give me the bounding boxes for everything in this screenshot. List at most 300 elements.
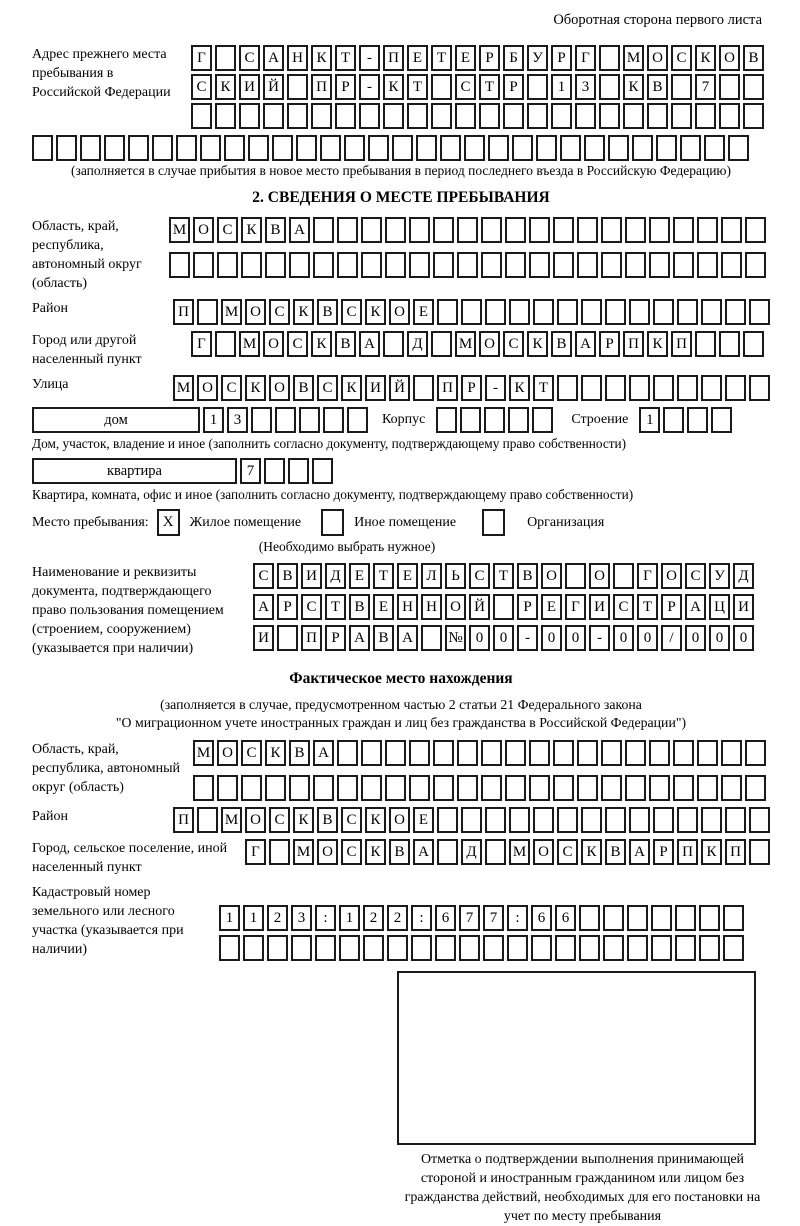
char-cell[interactable] xyxy=(557,807,578,833)
char-cell[interactable] xyxy=(503,103,524,129)
char-cell[interactable] xyxy=(239,103,260,129)
char-cell[interactable] xyxy=(431,103,452,129)
char-cell[interactable] xyxy=(623,103,644,129)
char-cell[interactable] xyxy=(527,103,548,129)
char-cell[interactable] xyxy=(243,935,264,961)
char-cell[interactable] xyxy=(433,740,454,766)
char-cell[interactable]: М xyxy=(509,839,530,865)
char-cell[interactable] xyxy=(457,252,478,278)
char-cell[interactable] xyxy=(699,905,720,931)
char-cell[interactable] xyxy=(671,74,692,100)
char-cell[interactable]: Й xyxy=(389,375,410,401)
char-cell[interactable] xyxy=(272,135,293,161)
char-cell[interactable] xyxy=(627,905,648,931)
checkbox-other-premises[interactable] xyxy=(321,509,344,536)
char-cell[interactable]: С xyxy=(341,807,362,833)
char-cell[interactable]: Е xyxy=(541,594,562,620)
char-cell[interactable]: П xyxy=(173,299,194,325)
char-cell[interactable] xyxy=(361,252,382,278)
char-cell[interactable]: С xyxy=(269,299,290,325)
char-cell[interactable]: К xyxy=(311,331,332,357)
char-cell[interactable]: К xyxy=(581,839,602,865)
char-cell[interactable] xyxy=(711,407,732,433)
char-cell[interactable]: - xyxy=(359,45,380,71)
char-cell[interactable] xyxy=(385,217,406,243)
char-cell[interactable] xyxy=(485,807,506,833)
char-cell[interactable] xyxy=(431,74,452,100)
char-cell[interactable]: С xyxy=(341,839,362,865)
char-cell[interactable] xyxy=(457,740,478,766)
char-cell[interactable]: 0 xyxy=(685,625,706,651)
char-cell[interactable] xyxy=(651,905,672,931)
char-cell[interactable] xyxy=(575,103,596,129)
char-cell[interactable] xyxy=(629,375,650,401)
char-cell[interactable]: П xyxy=(173,807,194,833)
char-cell[interactable]: 3 xyxy=(575,74,596,100)
char-cell[interactable]: Т xyxy=(533,375,554,401)
char-cell[interactable]: Т xyxy=(479,74,500,100)
char-cell[interactable] xyxy=(481,252,502,278)
char-cell[interactable] xyxy=(479,103,500,129)
char-cell[interactable] xyxy=(251,407,272,433)
char-cell[interactable]: Т xyxy=(493,563,514,589)
char-cell[interactable] xyxy=(745,775,766,801)
char-cell[interactable]: Т xyxy=(325,594,346,620)
char-cell[interactable] xyxy=(460,407,481,433)
char-cell[interactable]: 0 xyxy=(709,625,730,651)
char-cell[interactable]: В xyxy=(647,74,668,100)
char-cell[interactable] xyxy=(323,407,344,433)
char-cell[interactable] xyxy=(613,563,634,589)
char-cell[interactable] xyxy=(509,299,530,325)
char-cell[interactable]: / xyxy=(661,625,682,651)
char-cell[interactable] xyxy=(407,103,428,129)
char-cell[interactable]: С xyxy=(455,74,476,100)
char-cell[interactable] xyxy=(625,252,646,278)
char-cell[interactable]: П xyxy=(623,331,644,357)
char-cell[interactable]: Р xyxy=(479,45,500,71)
char-cell[interactable] xyxy=(533,807,554,833)
char-cell[interactable] xyxy=(527,74,548,100)
char-cell[interactable]: Т xyxy=(407,74,428,100)
char-cell[interactable]: С xyxy=(613,594,634,620)
char-cell[interactable] xyxy=(193,775,214,801)
char-cell[interactable] xyxy=(745,252,766,278)
char-cell[interactable] xyxy=(512,135,533,161)
char-cell[interactable] xyxy=(299,407,320,433)
char-cell[interactable]: В xyxy=(743,45,764,71)
char-cell[interactable]: С xyxy=(301,594,322,620)
char-cell[interactable] xyxy=(344,135,365,161)
char-cell[interactable] xyxy=(532,407,553,433)
char-cell[interactable]: Л xyxy=(421,563,442,589)
char-cell[interactable] xyxy=(409,217,430,243)
char-cell[interactable] xyxy=(363,935,384,961)
char-cell[interactable] xyxy=(584,135,605,161)
char-cell[interactable]: № xyxy=(445,625,466,651)
char-cell[interactable]: : xyxy=(507,905,528,931)
char-cell[interactable] xyxy=(601,217,622,243)
char-cell[interactable] xyxy=(697,775,718,801)
char-cell[interactable] xyxy=(557,375,578,401)
char-cell[interactable] xyxy=(629,807,650,833)
char-cell[interactable] xyxy=(265,775,286,801)
char-cell[interactable]: 7 xyxy=(459,905,480,931)
char-cell[interactable]: 0 xyxy=(733,625,754,651)
char-cell[interactable]: : xyxy=(315,905,336,931)
char-cell[interactable] xyxy=(431,331,452,357)
char-cell[interactable] xyxy=(337,252,358,278)
char-cell[interactable] xyxy=(359,103,380,129)
char-cell[interactable]: П xyxy=(437,375,458,401)
char-cell[interactable]: В xyxy=(289,740,310,766)
char-cell[interactable]: Е xyxy=(407,45,428,71)
char-cell[interactable]: М xyxy=(221,299,242,325)
char-cell[interactable] xyxy=(743,103,764,129)
char-cell[interactable]: О xyxy=(661,563,682,589)
char-cell[interactable]: Н xyxy=(287,45,308,71)
char-cell[interactable] xyxy=(605,299,626,325)
char-cell[interactable] xyxy=(673,252,694,278)
char-cell[interactable] xyxy=(699,935,720,961)
char-cell[interactable] xyxy=(577,740,598,766)
char-cell[interactable]: К xyxy=(509,375,530,401)
char-cell[interactable] xyxy=(80,135,101,161)
char-cell[interactable]: 0 xyxy=(613,625,634,651)
char-cell[interactable]: К xyxy=(293,299,314,325)
char-cell[interactable] xyxy=(315,935,336,961)
char-cell[interactable] xyxy=(553,252,574,278)
char-cell[interactable]: О xyxy=(263,331,284,357)
char-cell[interactable] xyxy=(557,299,578,325)
char-cell[interactable] xyxy=(627,935,648,961)
char-cell[interactable] xyxy=(605,375,626,401)
char-cell[interactable]: О xyxy=(317,839,338,865)
char-cell[interactable] xyxy=(677,807,698,833)
char-cell[interactable] xyxy=(383,331,404,357)
char-cell[interactable] xyxy=(529,775,550,801)
char-cell[interactable]: П xyxy=(725,839,746,865)
char-cell[interactable] xyxy=(461,299,482,325)
char-cell[interactable] xyxy=(337,740,358,766)
char-cell[interactable]: А xyxy=(289,217,310,243)
char-cell[interactable]: И xyxy=(253,625,274,651)
char-cell[interactable] xyxy=(224,135,245,161)
char-cell[interactable] xyxy=(701,375,722,401)
char-cell[interactable] xyxy=(536,135,557,161)
char-cell[interactable]: В xyxy=(551,331,572,357)
char-cell[interactable] xyxy=(579,935,600,961)
char-cell[interactable]: М xyxy=(455,331,476,357)
char-cell[interactable]: Б xyxy=(503,45,524,71)
char-cell[interactable] xyxy=(697,740,718,766)
char-cell[interactable]: К xyxy=(527,331,548,357)
char-cell[interactable]: 1 xyxy=(339,905,360,931)
char-cell[interactable]: 6 xyxy=(435,905,456,931)
char-cell[interactable]: 2 xyxy=(363,905,384,931)
char-cell[interactable]: С xyxy=(317,375,338,401)
char-cell[interactable] xyxy=(505,740,526,766)
char-cell[interactable]: 0 xyxy=(493,625,514,651)
char-cell[interactable] xyxy=(599,45,620,71)
char-cell[interactable] xyxy=(313,217,334,243)
char-cell[interactable]: Г xyxy=(565,594,586,620)
char-cell[interactable]: О xyxy=(445,594,466,620)
char-cell[interactable] xyxy=(649,740,670,766)
char-cell[interactable]: И xyxy=(239,74,260,100)
char-cell[interactable]: О xyxy=(541,563,562,589)
char-cell[interactable] xyxy=(335,103,356,129)
char-cell[interactable]: В xyxy=(265,217,286,243)
char-cell[interactable] xyxy=(215,103,236,129)
char-cell[interactable] xyxy=(675,935,696,961)
char-cell[interactable] xyxy=(749,807,770,833)
char-cell[interactable]: 7 xyxy=(695,74,716,100)
char-cell[interactable] xyxy=(625,740,646,766)
char-cell[interactable] xyxy=(339,935,360,961)
char-cell[interactable] xyxy=(337,775,358,801)
char-cell[interactable] xyxy=(152,135,173,161)
char-cell[interactable] xyxy=(313,252,334,278)
char-cell[interactable]: О xyxy=(197,375,218,401)
char-cell[interactable]: М xyxy=(169,217,190,243)
char-cell[interactable]: Г xyxy=(191,331,212,357)
char-cell[interactable] xyxy=(505,252,526,278)
char-cell[interactable] xyxy=(577,252,598,278)
char-cell[interactable] xyxy=(721,775,742,801)
char-cell[interactable]: М xyxy=(221,807,242,833)
char-cell[interactable]: Р xyxy=(661,594,682,620)
char-cell[interactable]: П xyxy=(383,45,404,71)
char-cell[interactable] xyxy=(632,135,653,161)
char-cell[interactable]: 0 xyxy=(565,625,586,651)
char-cell[interactable] xyxy=(565,563,586,589)
char-cell[interactable]: Р xyxy=(335,74,356,100)
char-cell[interactable]: Е xyxy=(413,299,434,325)
char-cell[interactable] xyxy=(32,135,53,161)
char-cell[interactable] xyxy=(483,935,504,961)
char-cell[interactable] xyxy=(459,935,480,961)
char-cell[interactable]: Е xyxy=(397,563,418,589)
char-cell[interactable] xyxy=(507,935,528,961)
char-cell[interactable] xyxy=(673,740,694,766)
char-cell[interactable]: В xyxy=(293,375,314,401)
char-cell[interactable] xyxy=(337,217,358,243)
char-cell[interactable] xyxy=(749,375,770,401)
char-cell[interactable]: - xyxy=(359,74,380,100)
char-cell[interactable] xyxy=(464,135,485,161)
char-cell[interactable] xyxy=(745,217,766,243)
char-cell[interactable]: Д xyxy=(461,839,482,865)
char-cell[interactable] xyxy=(704,135,725,161)
char-cell[interactable]: С xyxy=(287,331,308,357)
char-cell[interactable]: Т xyxy=(373,563,394,589)
char-cell[interactable]: В xyxy=(517,563,538,589)
char-cell[interactable] xyxy=(529,252,550,278)
char-cell[interactable]: С xyxy=(241,740,262,766)
char-cell[interactable] xyxy=(440,135,461,161)
char-cell[interactable]: П xyxy=(677,839,698,865)
char-cell[interactable]: П xyxy=(301,625,322,651)
char-cell[interactable] xyxy=(289,252,310,278)
char-cell[interactable] xyxy=(653,807,674,833)
char-cell[interactable] xyxy=(455,103,476,129)
char-cell[interactable]: К xyxy=(293,807,314,833)
char-cell[interactable] xyxy=(743,74,764,100)
char-cell[interactable] xyxy=(169,252,190,278)
char-cell[interactable] xyxy=(533,299,554,325)
char-cell[interactable]: Г xyxy=(191,45,212,71)
char-cell[interactable] xyxy=(675,905,696,931)
char-cell[interactable]: К xyxy=(701,839,722,865)
char-cell[interactable] xyxy=(529,217,550,243)
char-cell[interactable]: П xyxy=(671,331,692,357)
char-cell[interactable] xyxy=(215,45,236,71)
char-cell[interactable]: Ц xyxy=(709,594,730,620)
char-cell[interactable] xyxy=(745,740,766,766)
char-cell[interactable] xyxy=(749,839,770,865)
char-cell[interactable]: 0 xyxy=(469,625,490,651)
char-cell[interactable] xyxy=(647,103,668,129)
apartment-box[interactable]: квартира xyxy=(32,458,237,484)
char-cell[interactable] xyxy=(505,775,526,801)
char-cell[interactable] xyxy=(435,935,456,961)
char-cell[interactable] xyxy=(649,217,670,243)
char-cell[interactable] xyxy=(481,775,502,801)
char-cell[interactable] xyxy=(719,103,740,129)
char-cell[interactable] xyxy=(603,905,624,931)
char-cell[interactable]: К xyxy=(365,299,386,325)
char-cell[interactable]: 7 xyxy=(483,905,504,931)
char-cell[interactable]: О xyxy=(533,839,554,865)
char-cell[interactable] xyxy=(701,299,722,325)
char-cell[interactable] xyxy=(581,299,602,325)
char-cell[interactable] xyxy=(457,775,478,801)
char-cell[interactable]: А xyxy=(575,331,596,357)
char-cell[interactable] xyxy=(723,935,744,961)
char-cell[interactable] xyxy=(695,331,716,357)
char-cell[interactable]: В xyxy=(317,299,338,325)
char-cell[interactable]: Р xyxy=(503,74,524,100)
char-cell[interactable] xyxy=(461,807,482,833)
char-cell[interactable]: Н xyxy=(421,594,442,620)
char-cell[interactable]: С xyxy=(469,563,490,589)
char-cell[interactable] xyxy=(248,135,269,161)
char-cell[interactable] xyxy=(553,740,574,766)
char-cell[interactable] xyxy=(553,217,574,243)
char-cell[interactable] xyxy=(529,740,550,766)
char-cell[interactable]: 2 xyxy=(267,905,288,931)
char-cell[interactable] xyxy=(368,135,389,161)
char-cell[interactable]: 1 xyxy=(219,905,240,931)
char-cell[interactable]: У xyxy=(709,563,730,589)
char-cell[interactable] xyxy=(649,252,670,278)
char-cell[interactable] xyxy=(577,775,598,801)
char-cell[interactable] xyxy=(433,217,454,243)
char-cell[interactable]: 0 xyxy=(541,625,562,651)
char-cell[interactable] xyxy=(241,775,262,801)
char-cell[interactable] xyxy=(197,807,218,833)
char-cell[interactable]: 2 xyxy=(387,905,408,931)
char-cell[interactable] xyxy=(485,839,506,865)
char-cell[interactable]: Е xyxy=(373,594,394,620)
char-cell[interactable]: О xyxy=(245,807,266,833)
char-cell[interactable] xyxy=(437,299,458,325)
char-cell[interactable]: А xyxy=(685,594,706,620)
char-cell[interactable] xyxy=(649,775,670,801)
char-cell[interactable] xyxy=(277,625,298,651)
char-cell[interactable] xyxy=(409,775,430,801)
char-cell[interactable]: О xyxy=(193,217,214,243)
char-cell[interactable] xyxy=(551,103,572,129)
char-cell[interactable] xyxy=(531,935,552,961)
char-cell[interactable]: Е xyxy=(413,807,434,833)
char-cell[interactable] xyxy=(673,217,694,243)
char-cell[interactable]: С xyxy=(503,331,524,357)
char-cell[interactable] xyxy=(508,407,529,433)
char-cell[interactable]: К xyxy=(245,375,266,401)
char-cell[interactable]: К xyxy=(341,375,362,401)
char-cell[interactable] xyxy=(673,775,694,801)
char-cell[interactable]: Е xyxy=(349,563,370,589)
char-cell[interactable]: 1 xyxy=(639,407,660,433)
char-cell[interactable] xyxy=(347,407,368,433)
char-cell[interactable]: С xyxy=(221,375,242,401)
char-cell[interactable]: 6 xyxy=(531,905,552,931)
char-cell[interactable] xyxy=(241,252,262,278)
char-cell[interactable]: 3 xyxy=(291,905,312,931)
char-cell[interactable] xyxy=(385,252,406,278)
char-cell[interactable]: К xyxy=(215,74,236,100)
char-cell[interactable]: М xyxy=(623,45,644,71)
char-cell[interactable] xyxy=(217,775,238,801)
char-cell[interactable] xyxy=(725,375,746,401)
char-cell[interactable]: К xyxy=(365,839,386,865)
char-cell[interactable] xyxy=(484,407,505,433)
char-cell[interactable] xyxy=(409,740,430,766)
char-cell[interactable] xyxy=(287,74,308,100)
char-cell[interactable]: О xyxy=(389,299,410,325)
checkbox-organization[interactable] xyxy=(482,509,505,536)
char-cell[interactable] xyxy=(385,740,406,766)
char-cell[interactable]: 1 xyxy=(243,905,264,931)
char-cell[interactable] xyxy=(481,740,502,766)
checkbox-residential[interactable]: X xyxy=(157,509,180,536)
char-cell[interactable]: А xyxy=(413,839,434,865)
char-cell[interactable]: Й xyxy=(263,74,284,100)
char-cell[interactable]: А xyxy=(349,625,370,651)
char-cell[interactable] xyxy=(601,252,622,278)
char-cell[interactable]: : xyxy=(411,905,432,931)
char-cell[interactable]: И xyxy=(589,594,610,620)
char-cell[interactable]: Р xyxy=(551,45,572,71)
char-cell[interactable] xyxy=(263,103,284,129)
char-cell[interactable]: М xyxy=(193,740,214,766)
char-cell[interactable]: В xyxy=(349,594,370,620)
char-cell[interactable] xyxy=(728,135,749,161)
char-cell[interactable] xyxy=(387,935,408,961)
char-cell[interactable] xyxy=(725,299,746,325)
char-cell[interactable] xyxy=(265,252,286,278)
char-cell[interactable] xyxy=(128,135,149,161)
char-cell[interactable] xyxy=(599,103,620,129)
char-cell[interactable] xyxy=(411,935,432,961)
char-cell[interactable] xyxy=(625,775,646,801)
char-cell[interactable]: Н xyxy=(397,594,418,620)
char-cell[interactable] xyxy=(436,407,457,433)
char-cell[interactable] xyxy=(197,299,218,325)
char-cell[interactable] xyxy=(383,103,404,129)
